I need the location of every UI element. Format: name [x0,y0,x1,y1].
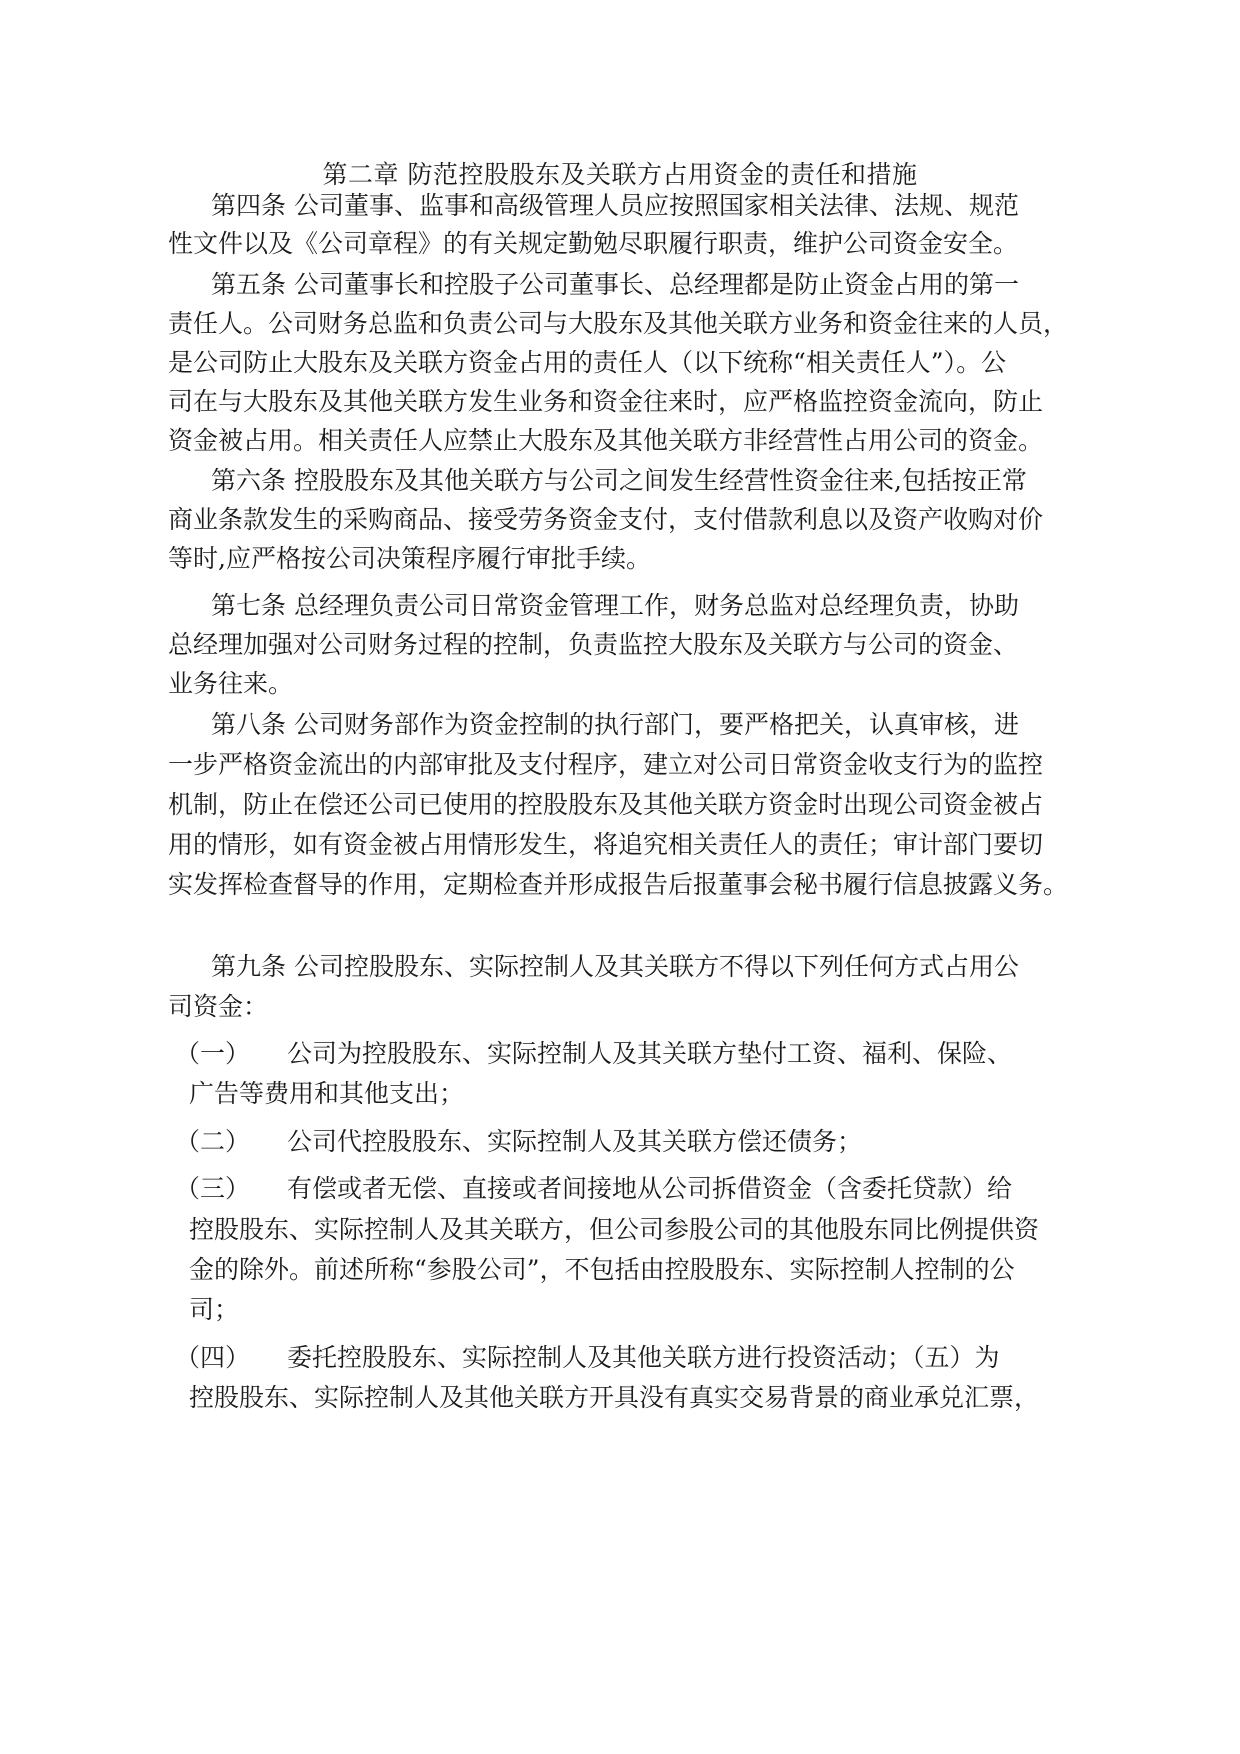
item-2-marker: （二） [175,1127,251,1156]
article-7-line-1: 第七条 总经理负责公司日常资金管理工作，财务总监对总经理负责，协助 [211,591,1019,620]
article-5-line-3: 是公司防止大股东及关联方资金占用的责任人（以下统称“相关责任人”）。公 [168,348,1007,377]
item-4-marker: （四） [175,1343,251,1372]
item-1-line-2: 广告等费用和其他支出； [189,1079,465,1108]
item-4-line-2: 控股股东、实际控制人及其他关联方开具没有真实交易背景的商业承兑汇票， [189,1383,1040,1412]
article-7-line-2: 总经理加强对公司财务过程的控制，负责监控大股东及关联方与公司的资金、 [168,630,1019,659]
article-8-line-2: 一步严格资金流出的内部审批及支付程序，建立对公司日常资金收支行为的监控 [168,750,1044,779]
article-6-line-1: 第六条 控股股东及其他关联方与公司之间发生经营性资金往来,包括按正常 [211,466,1027,495]
article-9-line-2: 司资金： [168,992,269,1021]
item-3-line-4: 司； [189,1295,240,1324]
article-5-line-5: 资金被占用。相关责任人应禁止大股东及其他关联方非经营性占用公司的资金。 [168,426,1044,455]
article-5-line-4: 司在与大股东及其他关联方发生业务和资金往来时，应严格监控资金流向，防止 [168,387,1044,416]
article-6-line-2: 商业条款发生的采购商品、接受劳务资金支付，支付借款利息以及资产收购对价 [168,505,1044,534]
item-3-line-2: 控股股东、实际控制人及其关联方，但公司参股公司的其他股东同比例提供资 [189,1215,1040,1244]
article-6-line-3: 等时,应严格按公司决策程序履行审批手续。 [168,544,651,573]
article-5-line-1: 第五条 公司董事长和控股子公司董事长、总经理都是防止资金占用的第一 [211,270,1019,299]
article-5-line-2: 责任人。公司财务总监和负责公司与大股东及其他关联方业务和资金往来的人员， [168,309,1069,338]
chapter-title: 第二章 防范控股股东及关联方占用资金的责任和措施 [322,160,918,189]
item-1-line-1: 公司为控股股东、实际控制人及其关联方垫付工资、福利、保险、 [287,1039,1013,1068]
article-8-line-5: 实发挥检查督导的作用，定期检查并形成报告后报董事会秘书履行信息披露义务。 [168,870,1069,899]
item-1-marker: （一） [175,1039,251,1068]
article-8-line-4: 用的情形，如有资金被占用情形发生，将追究相关责任人的责任；审计部门要切 [168,830,1044,859]
item-3-line-3: 金的除外。前述所称“参股公司”，不包括由控股股东、实际控制人控制的公 [189,1255,1015,1284]
item-3-marker: （三） [175,1174,251,1203]
article-9-line-1: 第九条 公司控股股东、实际控制人及其关联方不得以下列任何方式占用公 [211,952,1019,981]
article-4-line-2: 性文件以及《公司章程》的有关规定勤勉尽职履行职责，维护公司资金安全。 [168,229,1019,258]
article-4-line-1: 第四条 公司董事、监事和高级管理人员应按照国家相关法律、法规、规范 [211,191,1019,220]
item-2-line-1: 公司代控股股东、实际控制人及其关联方偿还债务； [287,1127,863,1156]
item-4-line-1: 委托控股股东、实际控制人及其他关联方进行投资活动；（五）为 [287,1343,1000,1372]
item-3-line-1: 有偿或者无偿、直接或者间接地从公司拆借资金（含委托贷款）给 [287,1174,1013,1203]
article-7-line-3: 业务往来。 [168,669,294,698]
article-8-line-3: 机制，防止在偿还公司已使用的控股股东及其他关联方资金时出现公司资金被占 [168,790,1044,819]
article-8-line-1: 第八条 公司财务部作为资金控制的执行部门，要严格把关，认真审核，进 [211,710,1019,739]
